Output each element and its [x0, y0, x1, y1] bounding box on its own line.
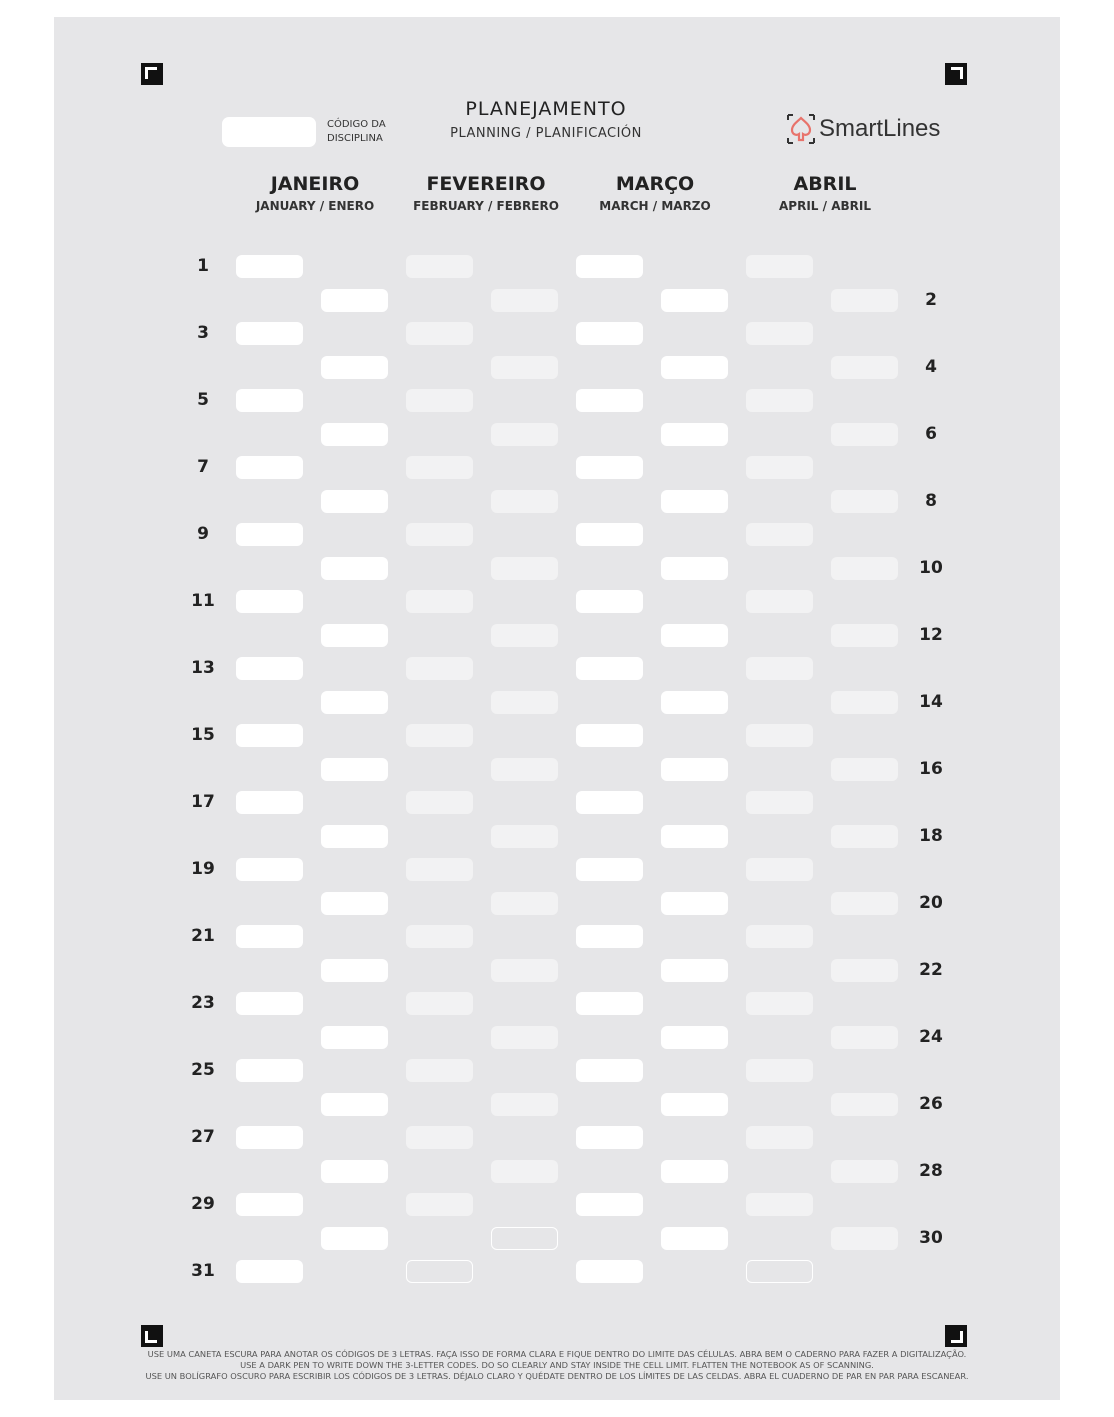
day-cell[interactable] [406, 858, 473, 881]
day-cell[interactable] [831, 691, 898, 714]
day-cell[interactable] [576, 322, 643, 345]
month-name: JANEIRO [270, 173, 360, 195]
instructions-es: USE UN BOLÍGRAFO OSCURO PARA ESCRIBIR LOS CÓDIGOS DE 3 LETRAS. DÉJALO CLARO Y QUÉDATE DENTRO DE LOS LÍMITES DE LAS CELDAS. ABRA EL CUADERNO DE PAR EN PAR PARA ESCANEAR. [145, 1371, 969, 1381]
discipline-code-field[interactable] [222, 117, 316, 147]
day-label: 29 [191, 1194, 215, 1214]
day-cell[interactable] [236, 1193, 303, 1216]
day-cell[interactable] [321, 423, 388, 446]
day-cell[interactable] [406, 724, 473, 747]
day-cell[interactable] [491, 1227, 558, 1250]
day-cell[interactable] [321, 490, 388, 513]
day-cell[interactable] [661, 624, 728, 647]
day-cell[interactable] [491, 1026, 558, 1049]
day-cell[interactable] [491, 959, 558, 982]
day-cell[interactable] [321, 1026, 388, 1049]
day-cell[interactable] [236, 523, 303, 546]
day-cell[interactable] [831, 1160, 898, 1183]
day-cell[interactable] [491, 1093, 558, 1116]
day-cell[interactable] [406, 992, 473, 1015]
day-cell[interactable] [491, 691, 558, 714]
day-cell[interactable] [576, 255, 643, 278]
day-cell[interactable] [661, 557, 728, 580]
day-cell[interactable] [831, 1227, 898, 1250]
code-label-line2: DISCIPLINA [327, 133, 383, 144]
month-name: ABRIL [793, 173, 857, 195]
scan-marker-bottom-left [141, 1325, 163, 1347]
day-cell[interactable] [831, 624, 898, 647]
day-cell[interactable] [491, 825, 558, 848]
discipline-code-label [327, 118, 407, 146]
day-cell[interactable] [321, 356, 388, 379]
day-cell[interactable] [746, 322, 813, 345]
day-cell[interactable] [406, 322, 473, 345]
day-cell[interactable] [576, 657, 643, 680]
day-cell[interactable] [236, 1059, 303, 1082]
day-label: 17 [191, 792, 215, 812]
day-cell[interactable] [661, 758, 728, 781]
day-label: 23 [191, 993, 215, 1013]
day-cell[interactable] [746, 992, 813, 1015]
day-cell[interactable] [321, 1160, 388, 1183]
day-cell[interactable] [406, 255, 473, 278]
day-cell[interactable] [576, 389, 643, 412]
month-name: MARÇO [615, 173, 695, 195]
day-cell[interactable] [491, 557, 558, 580]
day-cell[interactable] [746, 1193, 813, 1216]
day-label: 6 [925, 423, 937, 444]
day-cell[interactable] [406, 925, 473, 948]
day-label: 7 [197, 457, 209, 477]
day-cell[interactable] [661, 490, 728, 513]
day-label: 20 [919, 892, 943, 913]
day-cell[interactable] [661, 959, 728, 982]
day-cell[interactable] [576, 992, 643, 1015]
page-title: PLANEJAMENTO [465, 98, 627, 120]
spade-icon [786, 113, 816, 145]
day-cell[interactable] [406, 1059, 473, 1082]
day-label: 19 [191, 859, 215, 879]
day-label: 31 [191, 1261, 215, 1281]
day-cell[interactable] [406, 1260, 473, 1283]
day-cell[interactable] [576, 724, 643, 747]
scan-marker-top-left [141, 63, 163, 85]
day-cell[interactable] [661, 1093, 728, 1116]
instructions-pt: USE UMA CANETA ESCURA PARA ANOTAR OS CÓDIGOS DE 3 LETRAS. FAÇA ISSO DE FORMA CLARA E FIQUE DENTRO DO LIMITE DAS CÉLULAS. ABRA BEM O CADERNO PARA FAZER A DIGITALIZAÇÃO. [147, 1349, 967, 1359]
day-label: 26 [919, 1093, 943, 1114]
day-cell[interactable] [746, 858, 813, 881]
day-cell[interactable] [661, 356, 728, 379]
day-cell[interactable] [236, 657, 303, 680]
month-subtitle: FEBRUARY / FEBRERO [413, 199, 559, 213]
day-cell[interactable] [236, 1260, 303, 1283]
day-cell[interactable] [661, 423, 728, 446]
day-cell[interactable] [491, 356, 558, 379]
day-cell[interactable] [661, 892, 728, 915]
day-label: 28 [919, 1160, 943, 1181]
day-cell[interactable] [661, 825, 728, 848]
day-cell[interactable] [831, 892, 898, 915]
day-cell[interactable] [746, 255, 813, 278]
day-cell[interactable] [236, 456, 303, 479]
day-cell[interactable] [491, 289, 558, 312]
day-cell[interactable] [831, 490, 898, 513]
day-cell[interactable] [576, 456, 643, 479]
instructions-en: USE A DARK PEN TO WRITE DOWN THE 3-LETTER CODES. DO SO CLEARLY AND STAY INSIDE THE CELL LIMIT. FLATTEN THE NOTEBOOK AS OF SCANNING. [240, 1360, 874, 1370]
day-cell[interactable] [576, 1260, 643, 1283]
day-label: 30 [919, 1227, 943, 1248]
month-name: FEVEREIRO [426, 173, 546, 195]
day-cell[interactable] [831, 423, 898, 446]
code-label-line1: CÓDIGO DA [327, 119, 386, 130]
day-cell[interactable] [236, 925, 303, 948]
day-label: 18 [919, 825, 943, 846]
month-subtitle: MARCH / MARZO [599, 199, 711, 213]
day-cell[interactable] [406, 590, 473, 613]
day-cell[interactable] [831, 289, 898, 312]
day-cell[interactable] [406, 791, 473, 814]
day-cell[interactable] [746, 389, 813, 412]
day-cell[interactable] [746, 1260, 813, 1283]
day-cell[interactable] [236, 791, 303, 814]
day-cell[interactable] [491, 1160, 558, 1183]
day-cell[interactable] [321, 557, 388, 580]
day-cell[interactable] [236, 1126, 303, 1149]
day-cell[interactable] [321, 1093, 388, 1116]
smartlines-logo [786, 113, 940, 145]
day-cell[interactable] [831, 356, 898, 379]
day-label: 21 [191, 926, 215, 946]
day-cell[interactable] [236, 992, 303, 1015]
day-cell[interactable] [661, 1160, 728, 1183]
day-cell[interactable] [236, 590, 303, 613]
day-cell[interactable] [576, 1126, 643, 1149]
day-label: 15 [191, 725, 215, 745]
day-cell[interactable] [321, 1227, 388, 1250]
day-cell[interactable] [576, 1059, 643, 1082]
day-cell[interactable] [236, 724, 303, 747]
day-cell[interactable] [321, 825, 388, 848]
day-cell[interactable] [491, 624, 558, 647]
day-cell[interactable] [831, 1026, 898, 1049]
day-label: 24 [919, 1026, 943, 1047]
day-cell[interactable] [321, 624, 388, 647]
day-cell[interactable] [321, 892, 388, 915]
day-cell[interactable] [576, 791, 643, 814]
day-label: 14 [919, 691, 943, 712]
day-cell[interactable] [746, 1126, 813, 1149]
day-cell[interactable] [236, 389, 303, 412]
day-cell[interactable] [746, 791, 813, 814]
day-cell[interactable] [746, 925, 813, 948]
day-label: 10 [919, 557, 943, 578]
day-cell[interactable] [746, 724, 813, 747]
scan-marker-top-right [945, 63, 967, 85]
day-cell[interactable] [661, 1026, 728, 1049]
day-cell[interactable] [746, 456, 813, 479]
day-cell[interactable] [576, 858, 643, 881]
day-cell[interactable] [406, 523, 473, 546]
day-cell[interactable] [236, 255, 303, 278]
day-cell[interactable] [406, 1193, 473, 1216]
day-cell[interactable] [321, 959, 388, 982]
day-cell[interactable] [661, 691, 728, 714]
day-cell[interactable] [661, 1227, 728, 1250]
day-cell[interactable] [746, 1059, 813, 1082]
day-cell[interactable] [406, 1126, 473, 1149]
day-label: 11 [191, 591, 215, 611]
day-cell[interactable] [576, 523, 643, 546]
day-cell[interactable] [491, 423, 558, 446]
brand-name: SmartLines [819, 115, 941, 142]
day-cell[interactable] [746, 523, 813, 546]
day-cell[interactable] [321, 691, 388, 714]
day-cell[interactable] [406, 657, 473, 680]
day-cell[interactable] [321, 289, 388, 312]
day-label: 2 [925, 289, 937, 310]
day-cell[interactable] [491, 892, 558, 915]
day-label: 25 [191, 1060, 215, 1080]
day-label: 27 [191, 1127, 215, 1147]
day-cell[interactable] [491, 490, 558, 513]
day-cell[interactable] [746, 590, 813, 613]
day-cell[interactable] [831, 825, 898, 848]
day-label: 3 [197, 323, 209, 343]
day-cell[interactable] [831, 758, 898, 781]
day-cell[interactable] [406, 456, 473, 479]
day-cell[interactable] [236, 322, 303, 345]
day-label: 1 [197, 256, 209, 276]
month-subtitle: JANUARY / ENERO [255, 199, 375, 213]
day-label: 22 [919, 959, 943, 980]
day-cell[interactable] [746, 657, 813, 680]
day-label: 9 [197, 524, 209, 544]
day-cell[interactable] [491, 758, 558, 781]
day-cell[interactable] [406, 389, 473, 412]
day-cell[interactable] [831, 557, 898, 580]
day-cell[interactable] [236, 858, 303, 881]
day-cell[interactable] [831, 959, 898, 982]
day-cell[interactable] [576, 590, 643, 613]
day-label: 5 [197, 390, 209, 410]
day-label: 13 [191, 658, 215, 678]
month-subtitle: APRIL / ABRIL [779, 199, 871, 213]
scan-marker-bottom-right [945, 1325, 967, 1347]
day-label: 12 [919, 624, 943, 645]
day-cell[interactable] [321, 758, 388, 781]
day-label: 16 [919, 758, 943, 779]
day-label: 8 [925, 490, 937, 511]
day-cell[interactable] [576, 925, 643, 948]
day-label: 4 [925, 356, 937, 377]
page-subtitle: PLANNING / PLANIFICACIÓN [450, 126, 642, 141]
day-cell[interactable] [576, 1193, 643, 1216]
day-cell[interactable] [661, 289, 728, 312]
day-cell[interactable] [831, 1093, 898, 1116]
